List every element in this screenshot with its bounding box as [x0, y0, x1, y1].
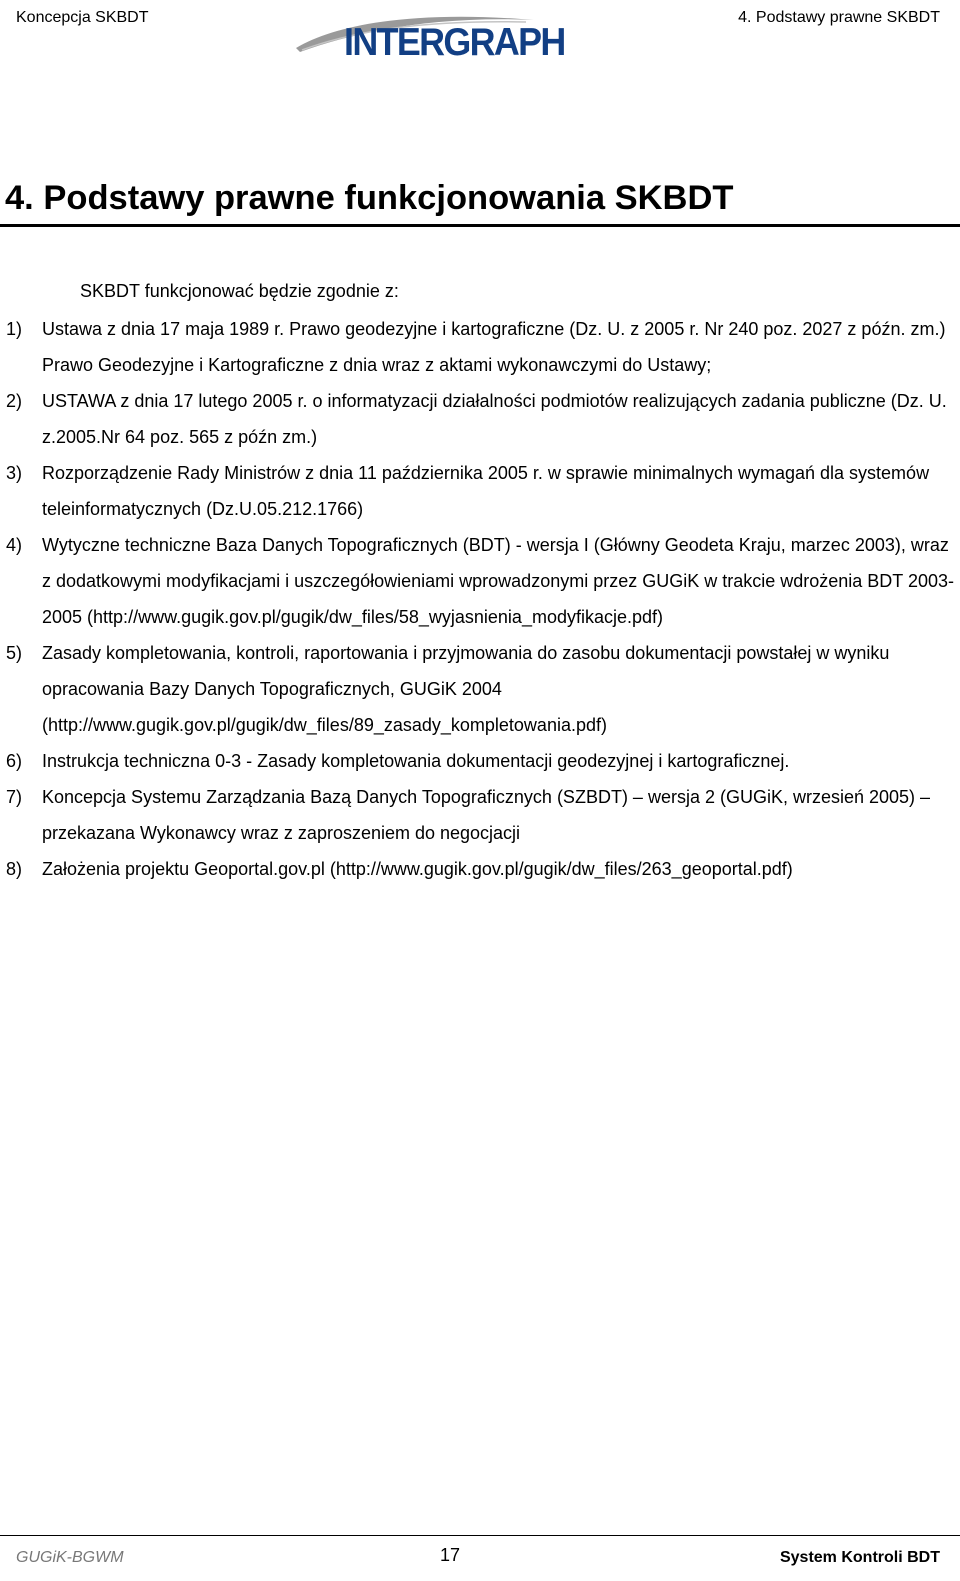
- list-item: [0, 779, 960, 851]
- list-item: [0, 383, 960, 455]
- header-document-title: Koncepcja SKBDT: [16, 9, 149, 26]
- list-item-number: 6): [6, 751, 23, 771]
- footer-system-name: System Kontroli BDT: [779, 1549, 940, 1566]
- list-item-number: 5): [6, 643, 23, 663]
- list-item-text: Koncepcja Systemu Zarządzania Bazą Danych Topograficznych (SZBDT) – wersja 2 (GUGiK, wrzesień 2005) – przekazana Wykonawcy wraz z zaproszeniem do negocjacji: [42, 787, 931, 843]
- list-item-number: 4): [6, 535, 23, 555]
- list-item: [0, 851, 960, 887]
- list-item: [0, 311, 960, 383]
- list-item-number: 3): [6, 463, 23, 483]
- page-header: [0, 0, 960, 64]
- list-item-text: Założenia projektu Geoportal.gov.pl (http://www.gugik.gov.pl/gugik/dw_files/263_geoportal.pdf): [42, 859, 793, 879]
- section-heading: 4. Podstawy prawne funkcjonowania SKBDT: [5, 179, 734, 217]
- heading-rule: [0, 224, 960, 227]
- legal-basis-list: [0, 311, 960, 887]
- header-chapter-title: 4. Podstawy prawne SKBDT: [738, 9, 940, 26]
- list-item-text: Ustawa z dnia 17 maja 1989 r. Prawo geodezyjne i kartograficzne (Dz. U. z 2005 r. Nr 240 poz. 2027 z późn. zm.) Prawo Geodezyjne i Kartograficzne z dnia wraz z aktami wykonawczymi do Ustawy;: [42, 319, 946, 375]
- list-item-number: 8): [6, 859, 23, 879]
- list-item-number: 1): [6, 319, 23, 339]
- list-item: [0, 635, 960, 743]
- list-item-text: Rozporządzenie Rady Ministrów z dnia 11 października 2005 r. w sprawie minimalnych wymagań dla systemów teleinformatycznych (Dz.U.05.212.1766): [42, 463, 930, 519]
- list-item-text: Wytyczne techniczne Baza Danych Topograficznych (BDT) - wersja I (Główny Geodeta Kraju, marzec 2003), wraz z dodatkowymi modyfikacjami i uszczegółowieniami wprowadzonymi przez GUGiK w trakcie wdrożenia BDT 2003-2005 (http://www.gugik.gov.pl/gugik/dw_files/58_wyjasnienia_modyfikacje.pdf): [42, 535, 955, 627]
- page-footer: [0, 1535, 960, 1581]
- footer-organization: GUGiK-BGWM: [16, 1549, 124, 1566]
- list-item: [0, 743, 960, 779]
- intergraph-logo: [296, 6, 576, 64]
- list-item: [0, 455, 960, 527]
- logo-text: INTERGRAPH: [344, 21, 565, 64]
- footer-rule: [0, 1535, 960, 1536]
- list-item-text: Instrukcja techniczna 0-3 - Zasady kompletowania dokumentacji geodezyjnej i kartograficznej.: [42, 751, 790, 771]
- list-item-text: Zasady kompletowania, kontroli, raportowania i przyjmowania do zasobu dokumentacji powstałej w wyniku opracowania Bazy Danych Topograficznych, GUGiK 2004 (http://www.gugik.gov.pl/gugik/dw_files/89_zasady_kompletowania.pdf): [42, 643, 890, 735]
- list-item: [0, 527, 960, 635]
- list-item-text: USTAWA z dnia 17 lutego 2005 r. o informatyzacji działalności podmiotów realizujących zadania publiczne (Dz. U. z.2005.Nr 64 poz. 565 z późn zm.): [42, 391, 947, 447]
- list-item-number: 7): [6, 787, 23, 807]
- page-number: 17: [440, 1545, 461, 1565]
- intro-text: SKBDT funkcjonować będzie zgodnie z:: [80, 281, 399, 301]
- list-item-number: 2): [6, 391, 23, 411]
